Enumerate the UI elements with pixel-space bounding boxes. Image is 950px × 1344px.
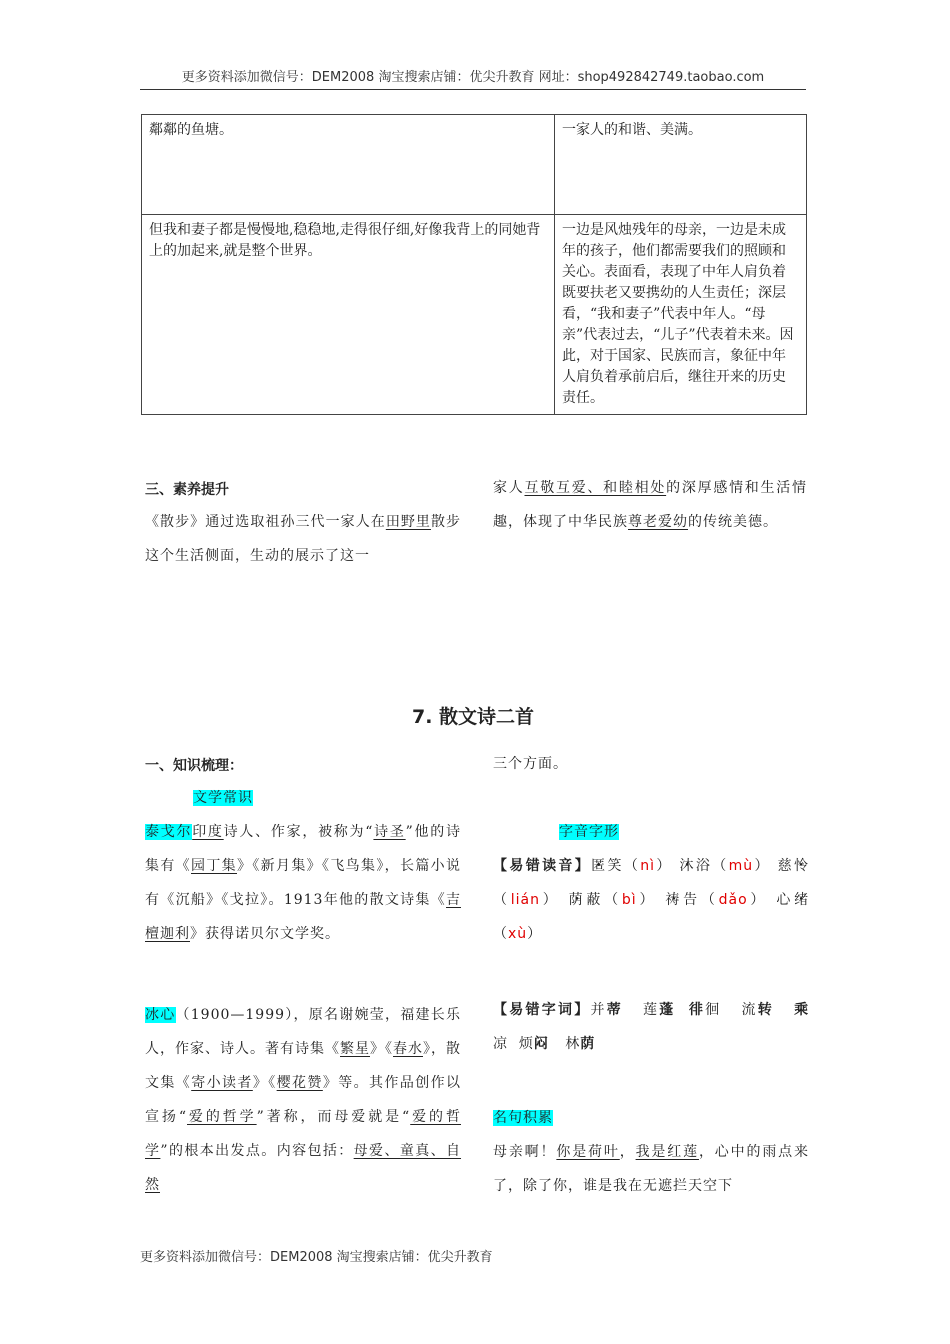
literacy-paragraph-left — [145, 505, 461, 573]
text: 的传统美德。 — [688, 514, 778, 530]
text: 诗人、作家，被称为“ — [223, 824, 374, 840]
text: ） — [539, 892, 561, 908]
tagore-paragraph — [145, 815, 461, 951]
text: 爱的哲学 — [145, 1109, 461, 1159]
text: 》等。其作品创作以宣扬“ — [145, 1075, 462, 1125]
bingxin-paragraph — [145, 998, 461, 1202]
text: 并 — [590, 1002, 607, 1018]
author-name: 泰戈尔 — [145, 824, 193, 840]
text: xù — [508, 926, 528, 942]
text: 》《 — [370, 1041, 393, 1057]
bingxin-continuation: 三个方面。 — [493, 756, 568, 772]
text: 徊 — [705, 1002, 722, 1018]
text: ） — [655, 858, 673, 874]
page-header: 更多资料添加微信号：DEM2008 淘宝搜索店铺：优尖升教育 网址：shop492842749.taobao.com — [140, 66, 806, 90]
text: 吉檀迦利 — [145, 892, 461, 942]
text: 莲 — [643, 1002, 660, 1018]
text: mù — [728, 858, 754, 874]
literacy-paragraph-right — [493, 471, 807, 539]
text: 繁星 — [340, 1041, 370, 1057]
text: （ — [493, 892, 511, 908]
text: 荫 • — [569, 892, 587, 908]
text: 的深厚感情和生活情趣，体现了中华民族 — [493, 480, 808, 530]
text: 凉 — [493, 1036, 508, 1052]
text: 诗圣 — [373, 824, 406, 840]
text: 祷 • — [665, 892, 683, 908]
error-words-list — [493, 993, 809, 1061]
text: 蒂 — [606, 1002, 623, 1018]
underlined-text: 尊老爱幼 — [628, 514, 688, 530]
literature-label — [193, 781, 253, 815]
section-heading-literacy: 三、素养提升 — [145, 482, 229, 498]
text: 怜 • — [794, 858, 809, 874]
text: 浴 — [695, 858, 713, 874]
text: 文学常识 — [193, 790, 253, 806]
text: 》《新月集》《飞鸟集》，长篇小说有《沉船》《戈拉》。1913年他的散文诗集《 — [145, 858, 461, 908]
text: （1900—1999），原名谢婉莹，福建长乐人，作家、诗人。著有诗集《 — [145, 1007, 461, 1057]
quotes-label — [493, 1101, 553, 1135]
text: lián — [510, 892, 540, 908]
lesson-title: 7. 散文诗二首 — [411, 706, 535, 728]
table-cell: 一家人的和谐、美满。 — [555, 115, 807, 215]
tag: 【易错字词】 — [493, 1002, 591, 1018]
table-cell: 一边是风烛残年的母亲，一边是未成年的孩子，他们都需要我们的照顾和关心。表面看，表现了中年人肩负着既要扶老又要携幼的人生责任；深层看，“我和妻子”代表中年人。“母亲”代表过去，“儿子”代表着未来。因此，对于国家、民族而言，象征中年人肩负着承前启后，继往开来的历史责任。 — [555, 215, 807, 415]
text: 匿 • — [591, 858, 607, 874]
text: 》获得诺贝尔文学奖。 — [190, 926, 340, 942]
analysis-table — [141, 114, 807, 415]
tag: 【易错读音】 — [493, 858, 592, 874]
text: 字音字形 — [559, 824, 619, 840]
text: 沐 • — [680, 858, 696, 874]
table-cell: 鄰鄰的鱼塘。 — [142, 115, 555, 215]
text: 荫 — [580, 1036, 596, 1052]
table-row — [142, 215, 807, 415]
text: 转 — [757, 1002, 774, 1018]
text: 樱花赞 — [276, 1075, 323, 1091]
text: ） — [753, 858, 771, 874]
text: 我是红莲 — [635, 1144, 699, 1160]
section-heading-knowledge: 一、知识梳理： — [145, 758, 243, 774]
text: （ — [604, 892, 622, 908]
text: 《散步》通过选取祖孙三代一家人在 — [145, 514, 386, 530]
text: 母爱、童真、自然 — [145, 1143, 462, 1193]
text: ”著称，而母爱就是“ — [256, 1109, 411, 1125]
text: ） — [747, 892, 769, 908]
table-row — [142, 115, 807, 215]
text: bì — [621, 892, 637, 908]
text: 春水 — [393, 1041, 423, 1057]
text: 》，散文集《 — [145, 1041, 461, 1091]
pronunciation-list — [493, 849, 809, 951]
text: 流 — [741, 1002, 758, 1018]
text: 蓬 — [659, 1002, 676, 1018]
underlined-text: 互敬互爱、和睦相处 — [524, 480, 667, 496]
text: ，心中的雨点来了，除了你，谁是我在无遮拦天空下 — [493, 1144, 810, 1194]
text: 徘 — [688, 1002, 706, 1018]
text: 园丁集 — [191, 858, 237, 874]
text: 林 — [565, 1036, 581, 1052]
author-name: 冰心 — [145, 1007, 176, 1023]
text: 闷 — [533, 1036, 549, 1052]
text: （ — [493, 926, 508, 942]
text: ） — [527, 926, 543, 942]
text: 绪 • — [794, 892, 809, 908]
text: 心 — [776, 892, 795, 908]
text: 散步这个生活侧面，生动的展示了这一 — [145, 514, 462, 564]
text: 名句积累 — [493, 1110, 553, 1126]
text: 》《 — [252, 1075, 277, 1091]
text: 告 — [683, 892, 701, 908]
text: 笑 — [607, 858, 624, 874]
text: 蔽 — [586, 892, 605, 908]
pronunciation-label — [559, 815, 619, 849]
text: 母亲啊！ — [493, 1144, 557, 1160]
text: ， — [619, 1144, 636, 1160]
table-cell: 但我和妻子都是慢慢地,稳稳地,走得很仔细,好像我背上的同她背上的加起来,就是整个世界。 — [142, 215, 555, 415]
text: 慈 — [777, 858, 795, 874]
text: 寄小读者 — [191, 1075, 253, 1091]
quotes-paragraph — [493, 1135, 809, 1203]
underlined-text: 印度 — [192, 824, 224, 840]
text: （ — [712, 858, 729, 874]
text: nì — [640, 858, 655, 874]
text: 爱的哲学 — [187, 1109, 257, 1125]
underlined-text: 田野里 — [385, 514, 431, 530]
text: 乘 — [794, 1002, 810, 1018]
text: ） — [636, 892, 658, 908]
text: 你是荷叶 — [556, 1144, 620, 1160]
text: （ — [700, 892, 719, 908]
text: dǎo — [718, 892, 748, 908]
page-footer: 更多资料添加微信号：DEM2008 淘宝搜索店铺：优尖升教育 — [140, 1250, 493, 1265]
text: （ — [623, 858, 641, 874]
text: ”的根本出发点。内容包括： — [160, 1143, 354, 1159]
text: 烦 — [518, 1036, 534, 1052]
text: ”他的诗集有《 — [145, 824, 461, 874]
text: 家人 — [493, 480, 525, 496]
